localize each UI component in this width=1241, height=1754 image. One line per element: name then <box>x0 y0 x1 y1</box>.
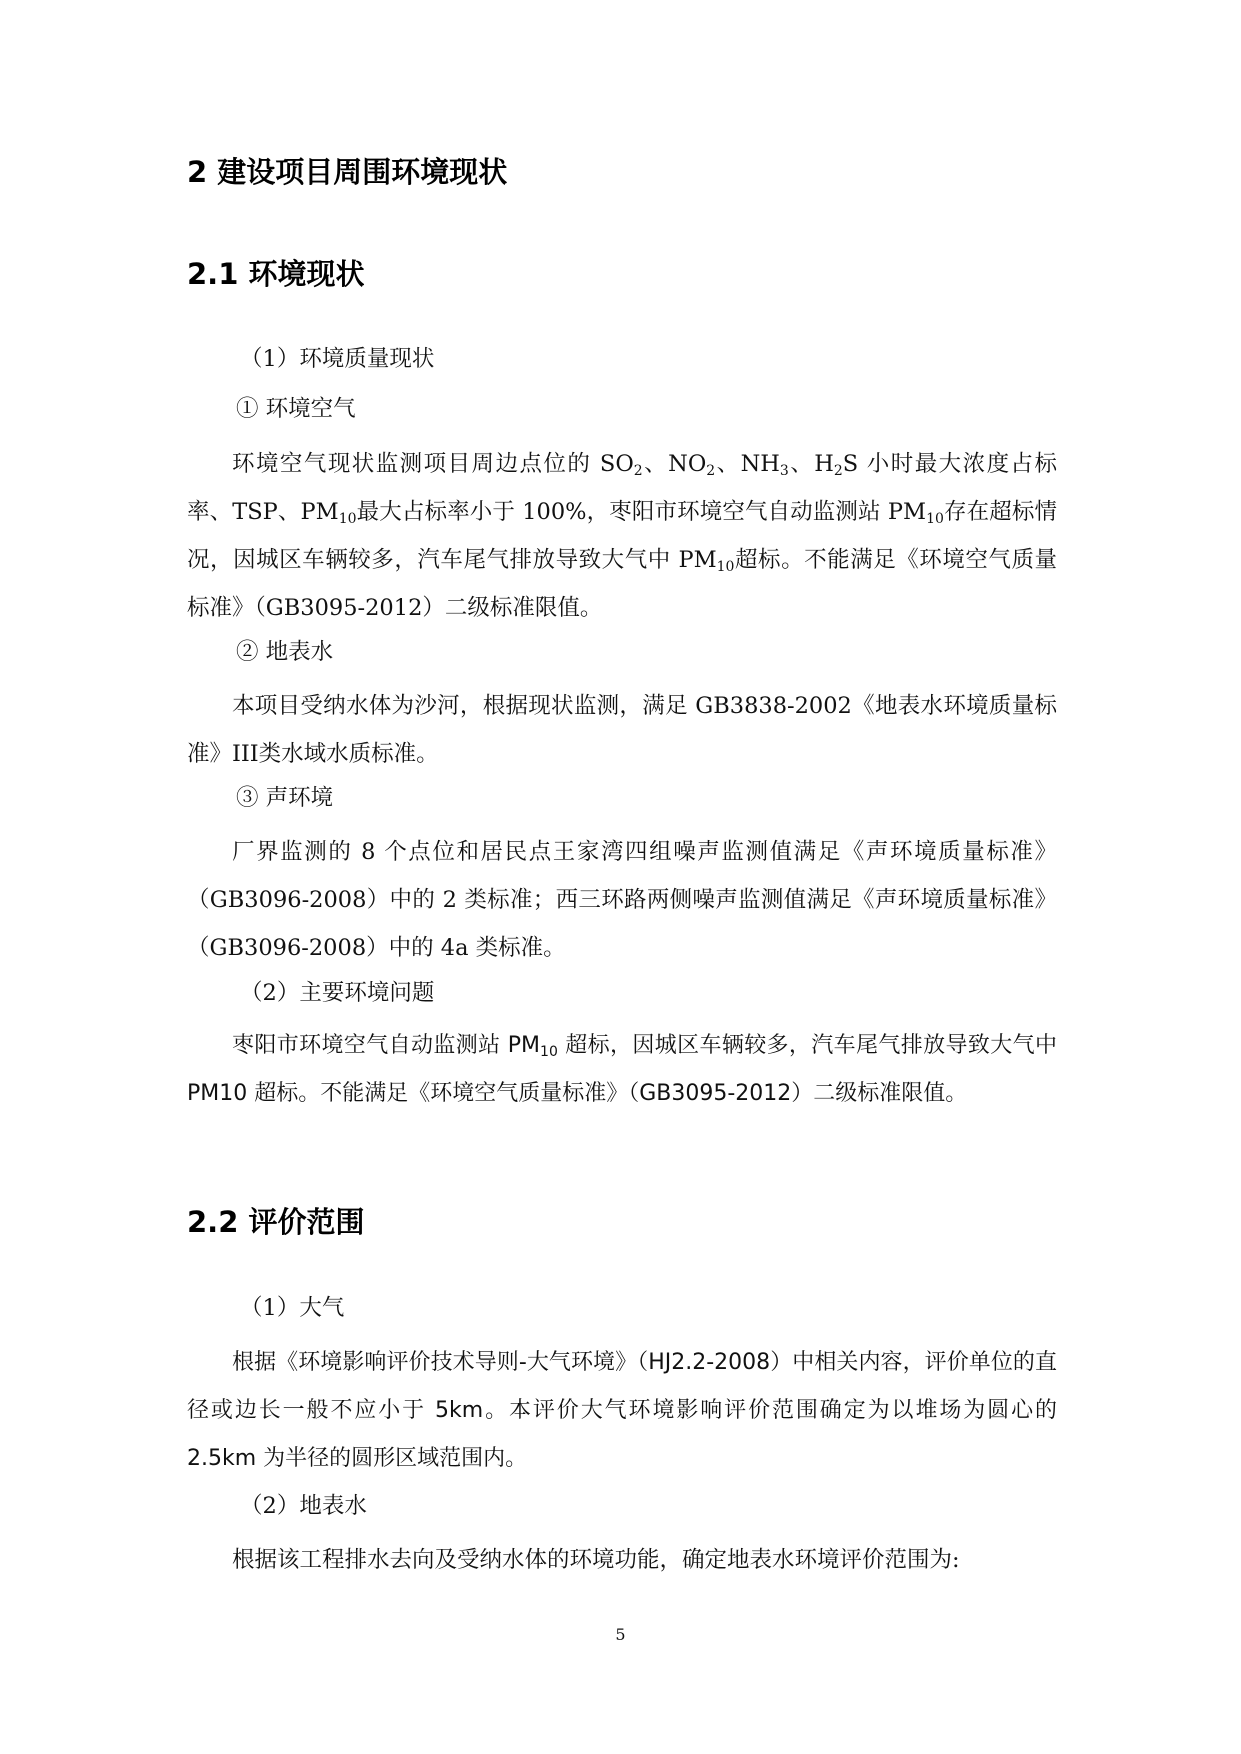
chapter-title: 2 建设项目周围环境现状 <box>187 155 508 189</box>
main-problem-subheading: （2）主要环境问题 <box>240 980 435 1006</box>
air-heading: ① 环境空气 <box>236 396 356 422</box>
eval-air-paragraph: 根据《环境影响评价技术导则-大气环境》（HJ2.2-2008）中相关内容，评价单位的直径或边长一般不应小于 5km。本评价大气环境影响评价范围确定为以堆场为圆心的 2.5km 为半径的圆形区域范围内。 <box>187 1350 1057 1471</box>
eval-air-subheading: （1）大气 <box>240 1295 345 1321</box>
problem-paragraph: 枣阳市环境空气自动监测站 $PM_{10}$ 超标，因城区车辆较多，汽车尾气排放导致大气中 PM10 超标。不能满足《环境空气质量标准》（GB3095-2012）二级标准限值。 <box>187 1033 1057 1106</box>
eval-water-paragraph: 根据该工程排水去向及受纳水体的环境功能，确定地表水环境评价范围为: <box>232 1547 960 1573</box>
section-title-eval-scope: 2.2 评价范围 <box>187 1205 365 1239</box>
water-heading: ② 地表水 <box>236 639 334 665</box>
env-quality-subheading: （1）环境质量现状 <box>240 346 435 372</box>
section-title-env-status: 2.1 环境现状 <box>187 257 365 291</box>
eval-water-subheading: （2）地表水 <box>240 1493 367 1519</box>
noise-paragraph: 厂界监测的 8 个点位和居民点王家湾四组噪声监测值满足《声环境质量标准》（GB3096-2008）中的 2 类标准；西三环路两侧噪声监测值满足《声环境质量标准》（GB3096-2008）中的 4a 类标准。 <box>187 839 1057 961</box>
noise-heading: ③ 声环境 <box>236 785 334 811</box>
air-paragraph: 环境空气现状监测项目周边点位的 $SO_2$、$NO_2$、$NH_3$、$H_2S$ 小时最大浓度占标率、TSP、$PM_{10}$最大占标率小于 100%，枣阳市环境空气自动监测站 $PM_{10}$存在超标情况，因城区车辆较多，汽车尾气排放导致大气中 $PM_{10}$超标。不能满足《环境空气质量标准》（GB3095-2012）二级标准限值。 <box>187 451 1057 621</box>
water-paragraph: 本项目受纳水体为沙河，根据现状监测，满足 GB3838-2002《地表水环境质量标准》III类水域水质标准。 <box>187 693 1057 767</box>
page-number: 5 <box>615 1625 626 1644</box>
